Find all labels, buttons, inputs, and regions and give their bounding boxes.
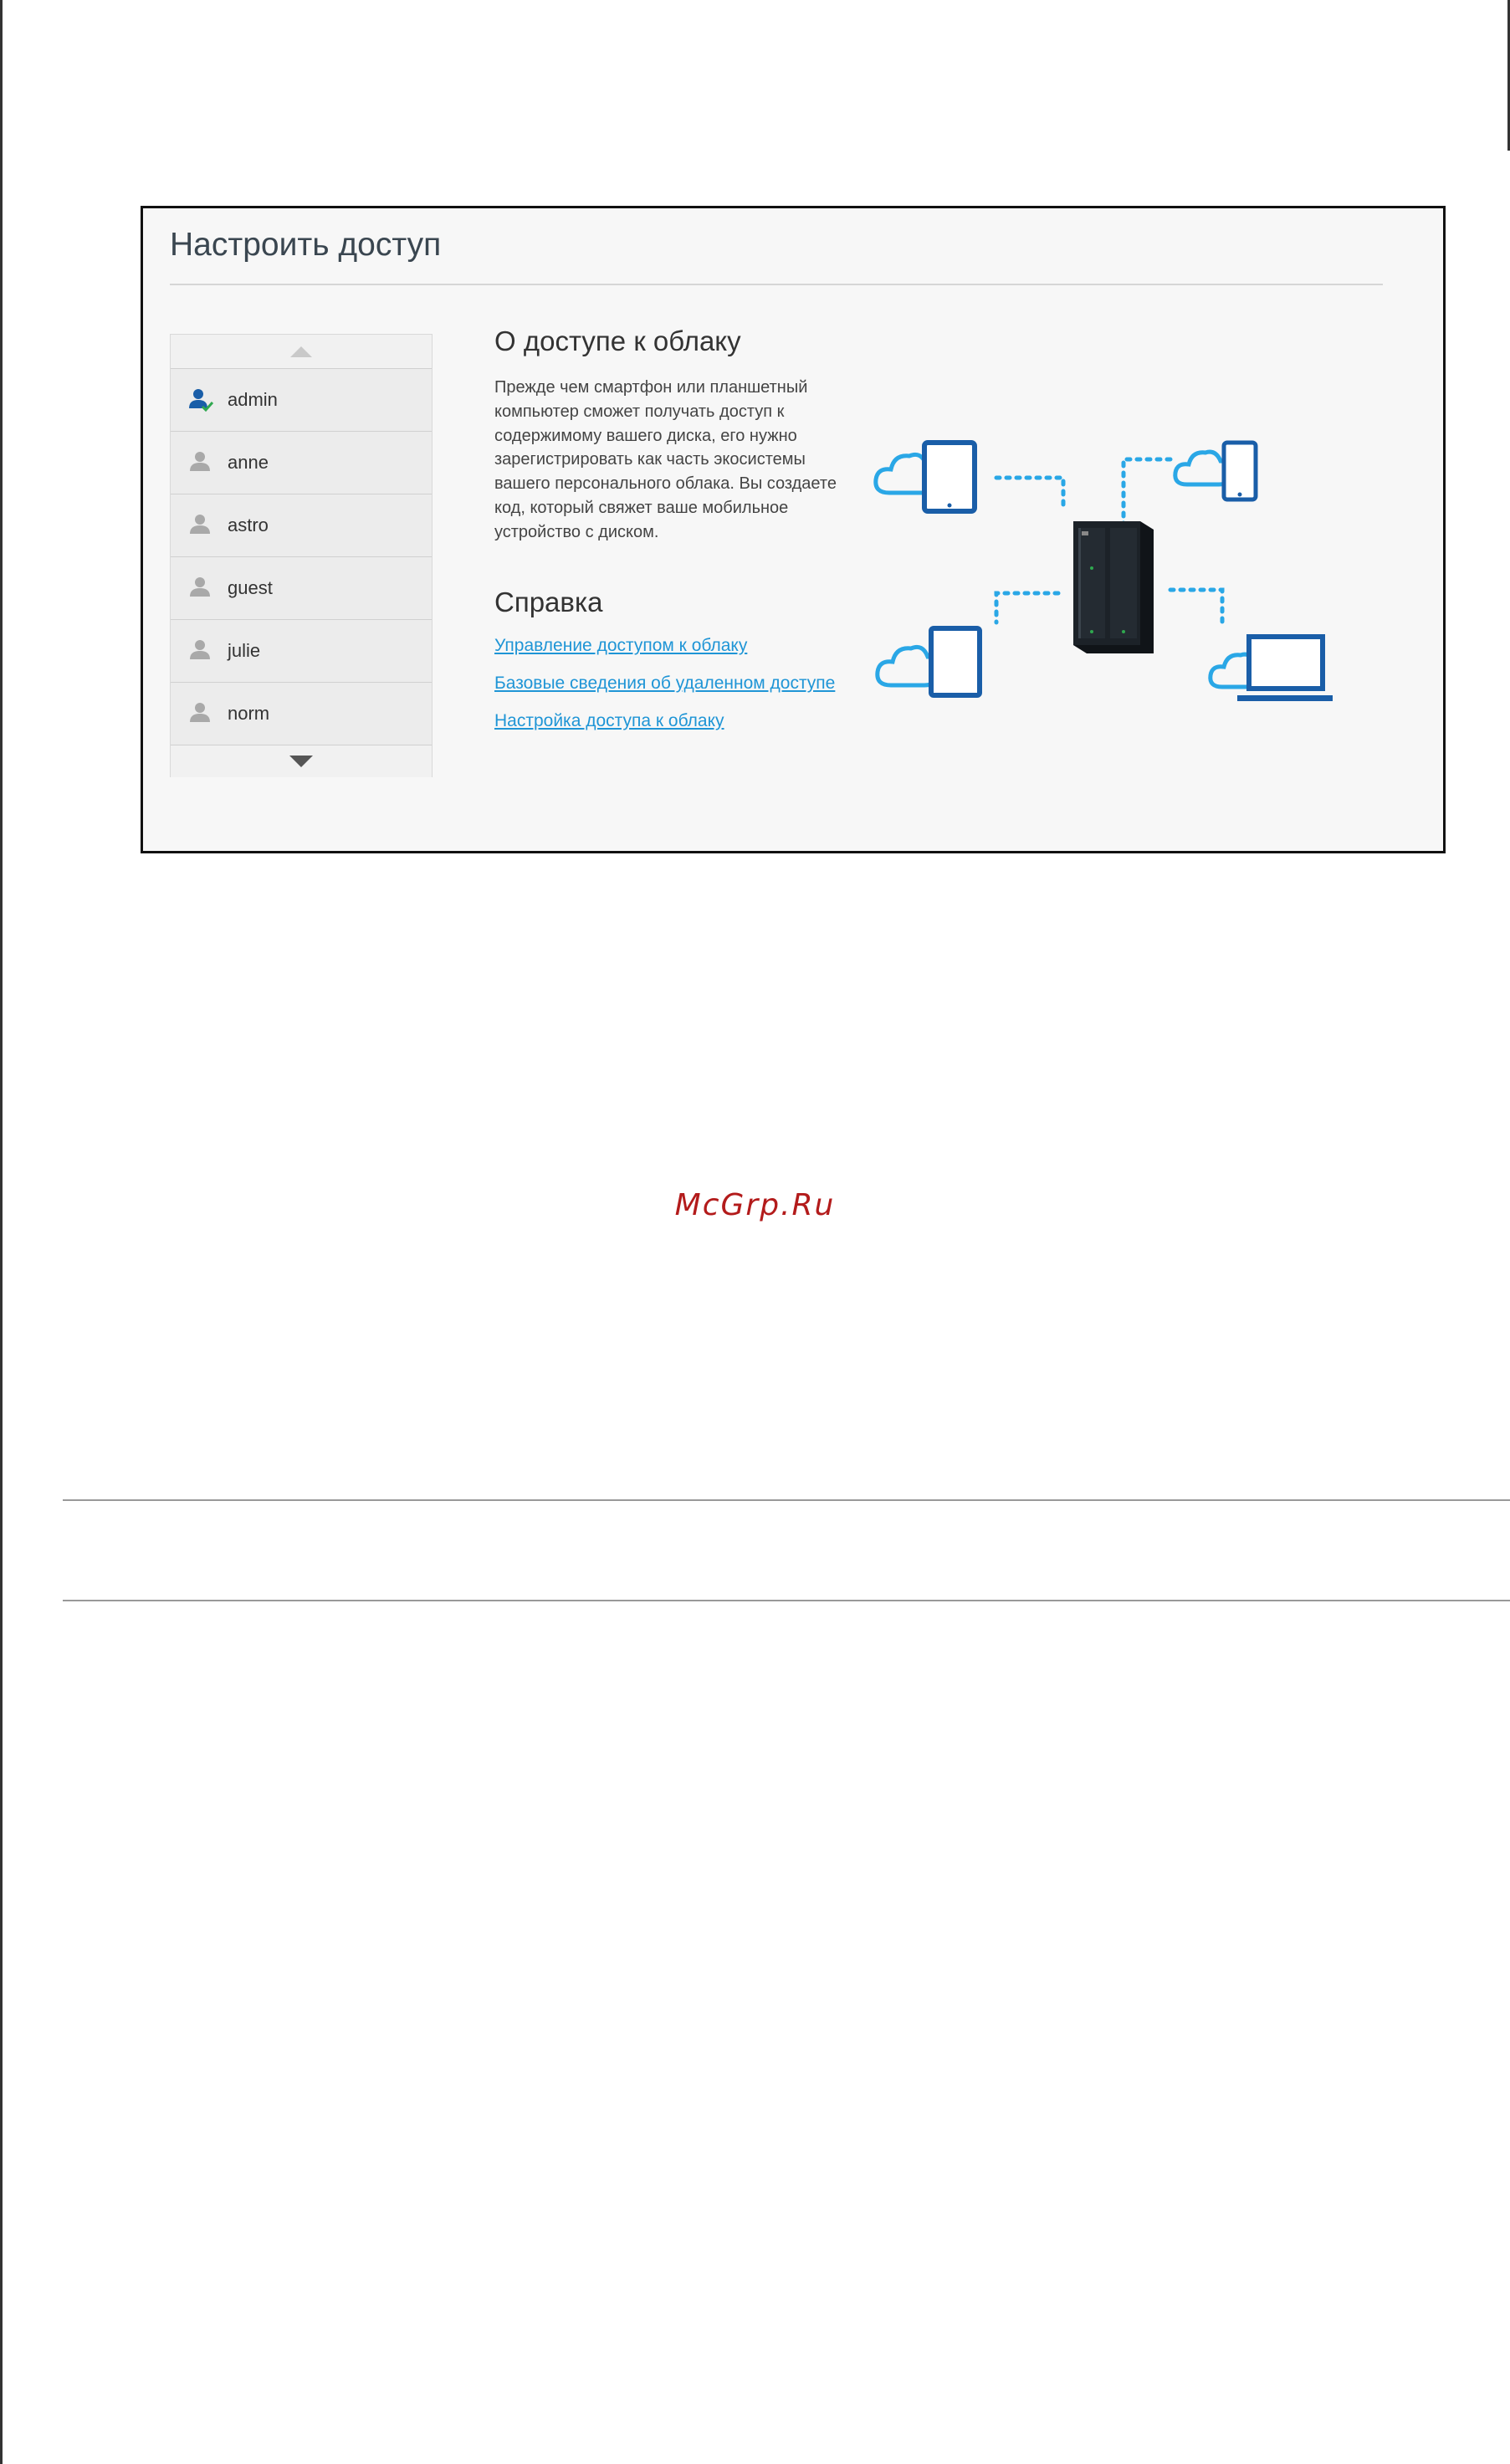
- user-name: astro: [228, 515, 269, 535]
- smartphone-icon: [1224, 443, 1256, 499]
- user-row-guest[interactable]: [171, 556, 432, 619]
- tablet-icon: [931, 628, 980, 695]
- help-link-setup-access[interactable]: Настройка доступа к облаку: [494, 710, 724, 730]
- user-icon: [187, 449, 212, 476]
- arrow-down-icon: [289, 756, 313, 767]
- configure-access-panel: [141, 206, 1446, 853]
- user-row-astro[interactable]: [171, 494, 432, 556]
- laptop-icon: [1237, 637, 1333, 701]
- user-icon: [187, 700, 212, 727]
- title-divider: [170, 284, 1383, 285]
- help-link-remote-access-basics[interactable]: Базовые сведения об удаленном доступе: [494, 673, 836, 693]
- user-row-anne[interactable]: [171, 431, 432, 494]
- nas-drive-icon: [1073, 521, 1154, 653]
- horizontal-rule: [63, 1600, 1510, 1601]
- cloud-access-heading: О доступе к облаку: [494, 325, 741, 356]
- user-name: admin: [228, 389, 278, 410]
- watermark: McGrp.Ru: [674, 1188, 836, 1222]
- horizontal-rule: [63, 1499, 1510, 1501]
- tablet-icon: [924, 443, 975, 511]
- user-icon: [187, 512, 212, 539]
- arrow-up-icon: [290, 346, 312, 357]
- user-list: [170, 334, 433, 777]
- user-icon: [187, 638, 212, 664]
- help-heading: Справка: [494, 586, 603, 617]
- user-name: guest: [228, 577, 273, 598]
- cloud-access-diagram: [873, 434, 1341, 735]
- cloud-access-description: Прежде чем смартфон или планшетный компьютер сможет получать доступ к содержимому вашего диска, его нужно зарегистрировать как часть экосистемы вашего персонального облака. Вы создаете код, который свяжет ваше мобильное устройство с диском.: [494, 378, 837, 541]
- user-row-julie[interactable]: [171, 619, 432, 682]
- user-row-norm[interactable]: [171, 682, 432, 745]
- panel-title: Настроить доступ: [170, 227, 442, 263]
- scroll-up-button[interactable]: [171, 335, 432, 368]
- user-icon: [187, 575, 212, 602]
- help-link-manage-access[interactable]: Управление доступом к облаку: [494, 635, 748, 655]
- user-name: anne: [228, 452, 269, 473]
- page-left-border: [0, 0, 3, 2464]
- user-name: norm: [228, 703, 270, 724]
- scroll-down-button[interactable]: [171, 745, 432, 777]
- info-column: [494, 325, 846, 740]
- user-admin-icon: [187, 387, 212, 413]
- user-name: julie: [228, 640, 261, 661]
- user-row-admin[interactable]: [171, 368, 432, 431]
